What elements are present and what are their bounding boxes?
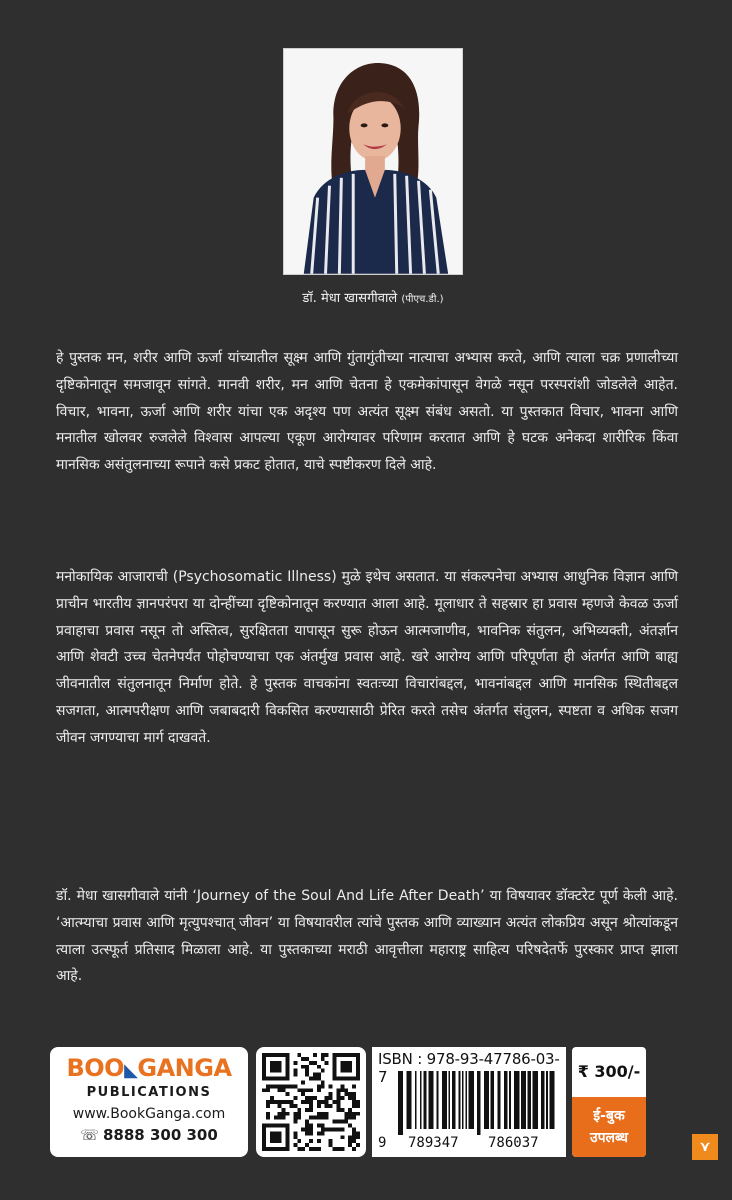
isbn-label: ISBN : 978-93-47786-03-7 (378, 1050, 560, 1086)
price-label: ₹ 300/- (577, 1062, 641, 1081)
logo-text-boo: BOO (66, 1054, 125, 1082)
ebook-line-1: ई-बुक (593, 1108, 625, 1124)
barcode-icon (398, 1071, 558, 1135)
author-portrait-image (284, 49, 462, 274)
qr-code-icon (262, 1053, 360, 1151)
publisher-box (50, 1047, 248, 1157)
barcode-digit-first: 9 (378, 1135, 387, 1151)
price-box (572, 1047, 646, 1157)
ebook-badge[interactable] (572, 1097, 646, 1157)
publisher-phone (50, 1126, 248, 1144)
book-icon: ◣ (124, 1060, 138, 1081)
barcode-digits-group-2: 786037 (488, 1135, 539, 1151)
blurb-paragraph-2: मनोकायिक आजाराची (Psychosomatic Illness) मुळे इथेच असतात. या संकल्पनेचा अभ्यास आधुनिक विज्ञान आणि प्राचीन भारतीय ज्ञानपरंपरा या दोन्हींच्या दृष्टिकोनातून करण्यात आला आहे. मूलाधार ते सहस्रार हा प्रवास म्हणजे केवळ ऊर्जा प्रवाहाचा प्रवास नसून तो अस्तित्व, सुरक्षितता यापासून सुरू होऊन आत्मजाणीव, भावनिक संतुलन, अभिव्यक्ती, अंतर्ज्ञान आणि शेवटी उच्च चेतनेपर्यंत पोहोचण्याचा एक अंतर्मुख प्रवास आहे. खरे आरोग्य आणि परिपूर्णता ही अंतर्गत आणि बाह्य जीवनातील संतुलनातून निर्माण होते. हे पुस्तक वाचकांना स्वतःच्या विचारांबद्दल, भावनांबद्दल आणि मानसिक स्थितीबद्दल सजगता, आत्मपरीक्षण आणि जबाबदारी विकसित करण्यासाठी प्रेरित करते तसेच अंतर्गत संतुलन, स्पष्टता व अधिक सजग जीवन जगण्याचा मार्ग दाखवते. (56, 569, 678, 746)
publisher-logo (50, 1055, 248, 1084)
author-bio-paragraph: डॉ. मेधा खासगीवाले यांनी ‘Journey of the Soul And Life After Death’ या विषयावर डॉक्टरेट पूर्ण केली आहे. ‘आत्म्याचा प्रवास आणि मृत्युपश्चात् जीवन’ या विषयावरील त्यांचे पुस्तक आणि व्याख्यान अत्यंत लोकप्रिय असून श्रोत्यांकडून त्याला उत्स्फूर्त प्रतिसाद मिळाला आहे. या पुस्तकाच्या मराठी आवृत्तीला महाराष्ट्र साहित्य परिषदेतर्फे पुरस्कार प्राप्त झाला आहे. (56, 888, 678, 985)
phone-number: 8888 300 300 (102, 1126, 218, 1144)
publisher-subtitle: PUBLICATIONS (86, 1085, 212, 1100)
barcode-digits-group-1: 789347 (408, 1135, 459, 1151)
author-name: डॉ. मेधा खासगीवाले (302, 291, 398, 306)
blurb-paragraph-1: हे पुस्तक मन, शरीर आणि ऊर्जा यांच्यातील सूक्ष्म आणि गुंतागुंतीच्या नात्याचा अभ्यास करते, आणि त्याला चक्र प्रणालीच्या दृष्टिकोनातून समजावून सांगते. मानवी शरीर, मन आणि चेतना हे एकमेकांपासून वेगळे नसून परस्परांशी जोडलेले आहेत. विचार, भावना, ऊर्जा आणि शरीर यांचा एक अदृश्य पण अत्यंत सूक्ष्म संबंध असतो. या पुस्तकात विचार, भावना आणि मनातील खोलवर रुजलेले विश्वास आपल्या एकूण आरोग्यावर परिणाम करतात आणि हे घटक अनेकदा शारीरिक किंवा मानसिक असंतुलनाच्या रूपाने कसे प्रकट होतात, याचे स्पष्टीकरण दिले आहे. (56, 350, 678, 474)
ebook-line-2: उपलब्ध (589, 1130, 629, 1146)
phone-icon: ☏ (80, 1126, 99, 1144)
isbn-box (372, 1047, 566, 1157)
author-photo (283, 48, 463, 275)
qr-code-box[interactable] (256, 1047, 366, 1157)
publisher-corner-icon: ⋎ (692, 1134, 718, 1160)
author-caption (200, 288, 546, 306)
logo-text-ganga: GANGA (137, 1054, 232, 1082)
author-degree: (पीएच.डी.) (401, 294, 444, 305)
publisher-website[interactable]: www.BookGanga.com (72, 1106, 226, 1122)
